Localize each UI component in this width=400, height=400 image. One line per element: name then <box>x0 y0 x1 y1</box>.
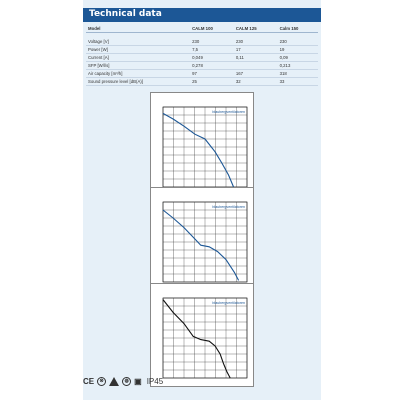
cell: 7,5 <box>190 46 234 54</box>
cell: 0,049 <box>190 54 234 62</box>
col-header: CALM 100 <box>190 24 234 33</box>
section-title: Technical data <box>89 9 162 19</box>
spec-table <box>86 24 318 86</box>
cell: 0,09 <box>278 54 318 62</box>
brand-label: blaubergventilatoren <box>212 205 245 209</box>
performance-chart-2 <box>150 187 254 291</box>
cell: 97 <box>190 70 234 78</box>
chart-svg <box>151 284 253 386</box>
table-row <box>86 38 318 46</box>
row-label: Power [W] <box>86 46 190 54</box>
performance-chart-1 <box>150 92 254 196</box>
cell: 0,11 <box>234 54 278 62</box>
ce-mark-icon: CE <box>83 376 95 386</box>
cell: 17 <box>234 46 278 54</box>
cell: 230 <box>278 38 318 46</box>
chart-svg <box>151 188 253 290</box>
gs-mark-icon: ◍ <box>122 377 131 386</box>
cell: 167 <box>234 70 278 78</box>
cell: 33 <box>278 78 318 86</box>
cell: 230 <box>190 38 234 46</box>
cell: 0,213 <box>278 62 318 70</box>
series-line <box>163 300 230 378</box>
table-row <box>86 78 318 86</box>
table-header-row <box>86 24 318 33</box>
table-row <box>86 62 318 70</box>
cell: 25 <box>190 78 234 86</box>
brand-label: blaubergventilatoren <box>212 301 245 305</box>
cell: 0,278 <box>190 62 234 70</box>
eac-mark-icon: ⊗ <box>97 377 106 386</box>
chart-svg <box>151 93 253 195</box>
row-label: Air capacity [m³/h] <box>86 70 190 78</box>
table-row <box>86 70 318 78</box>
ip-rating: IP45 <box>146 376 164 386</box>
cell: 19 <box>278 46 318 54</box>
double-square-icon: ▣ <box>134 376 142 386</box>
row-label: Sound pressure level [dB(A)] <box>86 78 190 86</box>
row-label: Voltage [V] <box>86 38 190 46</box>
cell: 230 <box>234 38 278 46</box>
series-line <box>163 210 239 280</box>
table-row <box>86 54 318 62</box>
performance-chart-3 <box>150 283 254 387</box>
warning-triangle-icon <box>109 377 119 386</box>
table-row <box>86 46 318 54</box>
cell <box>234 62 278 70</box>
col-header: Model <box>86 24 190 33</box>
col-header: CALM 125 <box>234 24 278 33</box>
section-header <box>83 8 321 22</box>
cell: 318 <box>278 70 318 78</box>
cell: 32 <box>234 78 278 86</box>
col-header: Calm 150 <box>278 24 318 33</box>
brand-label: blaubergventilatoren <box>212 110 245 114</box>
row-label: SFP [W/l/s] <box>86 62 190 70</box>
certification-row <box>83 374 166 388</box>
technical-data-page <box>83 0 321 400</box>
row-label: Current [A] <box>86 54 190 62</box>
